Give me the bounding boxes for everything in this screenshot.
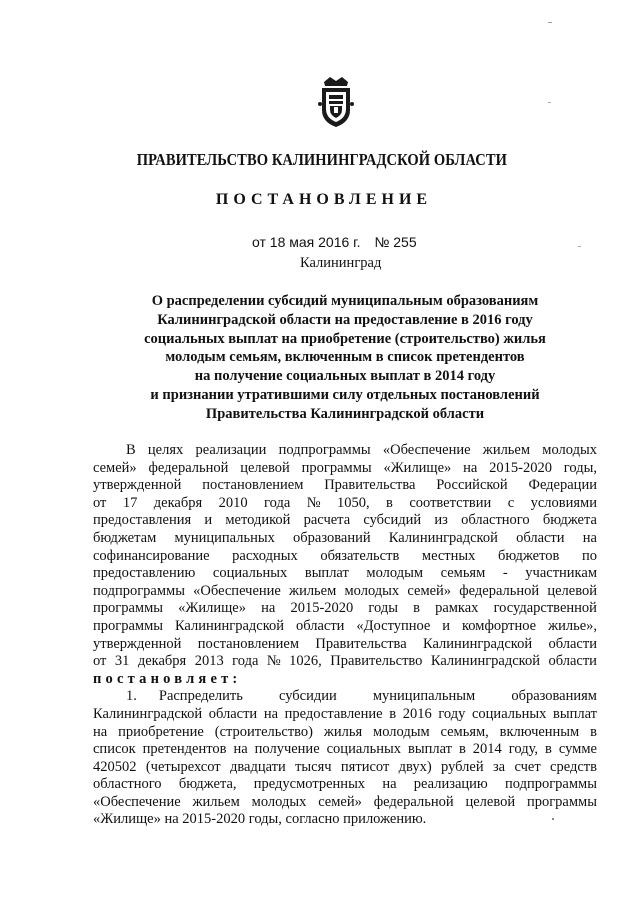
scan-speck (548, 22, 552, 23)
word: области (548, 653, 597, 670)
body-line (93, 442, 597, 460)
body-line (93, 512, 597, 530)
word: «Жилище» (383, 459, 452, 476)
item-1-line (159, 688, 597, 706)
word: Калининградской (93, 705, 203, 722)
word: условиями (530, 494, 597, 511)
date-month: мая (289, 234, 315, 250)
title-line: на получение социальных выплат в 2014 году (194, 368, 496, 385)
word: «Жилище» (178, 600, 246, 617)
word: образованиям (511, 688, 597, 705)
word: жильем (482, 442, 531, 458)
word: 2016 (402, 705, 432, 722)
word: году (438, 705, 466, 722)
resolves-line (93, 671, 597, 689)
word: реализацию (413, 776, 488, 793)
title-line: социальных выплат на приобретение (строительство) жилья (144, 330, 546, 347)
word: 1050, (336, 494, 370, 511)
word: 2015-2020 (290, 600, 354, 617)
word: жилье», (548, 617, 597, 634)
city: Калининград (300, 255, 382, 271)
word: семей» (93, 459, 137, 476)
word: выплат (304, 565, 349, 582)
word: годы (368, 600, 398, 617)
word: программы (93, 617, 163, 634)
body-line (93, 600, 597, 618)
word: подпрограммы (93, 582, 185, 599)
word: «Обеспечение (93, 793, 181, 810)
word: включенным (499, 723, 580, 740)
word: социальных (471, 705, 547, 722)
word: молодых (344, 582, 400, 599)
body-line (93, 653, 597, 671)
word: расходных (232, 547, 298, 564)
document-type: ПОСТАНОВЛЕНИЕ (215, 191, 433, 208)
word: семьям, (440, 723, 489, 740)
word: № (306, 494, 321, 511)
body-line (93, 460, 597, 478)
word: Калининградской (174, 617, 285, 634)
document-number: № 255 (374, 234, 417, 250)
word: из (434, 512, 448, 529)
scan-speck (548, 102, 551, 103)
word: на (263, 705, 279, 722)
item-1-line (93, 706, 597, 724)
word: семей» (407, 582, 452, 599)
word: тысяч (295, 758, 332, 775)
title-line: и признании утратившими силу отдельных постановлений (150, 386, 540, 403)
word: № (266, 653, 281, 670)
word: постановлением (202, 477, 304, 494)
word: в (413, 600, 420, 617)
word: методикой (225, 512, 291, 529)
word: 17 (122, 494, 138, 511)
word: области (295, 617, 345, 634)
word: получение (254, 741, 320, 758)
word: программы (301, 459, 372, 476)
word: Калининградской (423, 635, 533, 652)
word: года (232, 653, 259, 670)
item-number: 1. (126, 688, 137, 705)
item-1-line (93, 794, 597, 812)
word: на (463, 459, 478, 476)
word: комфортное (462, 617, 537, 634)
word: социальных (212, 565, 288, 582)
scan-speck (578, 246, 581, 247)
word: федеральной (373, 793, 454, 810)
word: целевой (240, 459, 290, 476)
word: молодых (542, 442, 597, 458)
word: двух) (398, 758, 432, 775)
word: соответствии (409, 494, 492, 511)
word: образований (293, 529, 371, 546)
word: подпрограммы (278, 442, 371, 458)
word: средств (550, 758, 597, 775)
word: программы (93, 600, 163, 617)
word: в (386, 494, 393, 511)
word: Правительства (315, 635, 407, 652)
word: 1026, (289, 653, 322, 670)
word: семьям (440, 565, 486, 582)
word: предоставление (284, 705, 383, 722)
word: на (93, 723, 108, 740)
word: года (264, 494, 291, 511)
word: в (458, 741, 466, 758)
word: муниципальным (372, 688, 476, 705)
word: годы, (563, 459, 597, 476)
word: утвержденной (93, 477, 182, 494)
body-line (93, 495, 597, 513)
word: (четырехсот (145, 758, 221, 775)
word: (строительство) (214, 723, 313, 740)
body-line (93, 583, 597, 601)
date-year: 2016 г. (318, 234, 361, 250)
word: пятисот (340, 758, 390, 775)
word: сумме (558, 741, 597, 758)
word: молодых (251, 793, 307, 810)
word: по (581, 547, 597, 564)
word: областного (461, 512, 530, 529)
item-1-first-line (93, 688, 597, 706)
word: целевой (547, 582, 597, 599)
word: В (126, 442, 136, 458)
body-line (93, 618, 597, 636)
word: софинансирование (93, 547, 210, 564)
word: субсидии (278, 688, 337, 705)
word: субсидий (363, 512, 422, 529)
word: бюджета, (178, 776, 237, 793)
word: участникам (525, 565, 597, 582)
word: - (502, 565, 508, 582)
word: 2010 (218, 494, 248, 511)
word: и (442, 617, 451, 634)
document-title (110, 292, 580, 424)
word: от (93, 494, 107, 511)
word: бюджетам (93, 529, 157, 546)
word: рублей (441, 758, 484, 775)
word: постановлением (197, 635, 300, 652)
word: реализации (195, 442, 267, 458)
word: выплат (407, 741, 452, 758)
word: приобретение (118, 723, 204, 740)
word: Правительства (324, 477, 416, 494)
word: «Обеспечение (193, 582, 281, 599)
word: 2015-2020 (489, 459, 552, 476)
word: с (507, 494, 515, 511)
item-1-line (93, 741, 597, 759)
word: местных (421, 547, 476, 564)
date-day: 18 (269, 234, 286, 250)
word: утвержденной (93, 635, 182, 652)
word: Федерации (528, 477, 597, 494)
body-line (93, 565, 597, 583)
word: обязательств (320, 547, 400, 564)
word: расчета (303, 512, 351, 529)
word: на (261, 600, 276, 617)
scan-speck (552, 818, 554, 820)
item-1-line (93, 776, 597, 794)
word: жильем (289, 582, 337, 599)
document-body (93, 442, 597, 829)
word: жильем (192, 793, 240, 810)
word: Калининградской (430, 653, 540, 670)
word: 2013 (194, 653, 224, 670)
word: молодым (366, 565, 424, 582)
title-line: молодым семьям, включенным в список претендентов (165, 349, 525, 366)
word: Правительство (330, 653, 423, 670)
word: федеральной (148, 459, 229, 476)
word: рамках (435, 600, 479, 617)
word: молодым (373, 723, 430, 740)
word: целях (147, 442, 184, 458)
item-1-line (93, 724, 597, 742)
word: от (93, 653, 107, 670)
word: областного (93, 776, 162, 793)
word: бюджетов (497, 547, 560, 564)
word: социальных (326, 741, 401, 758)
word: декабря (137, 653, 187, 670)
word: области (516, 529, 565, 546)
word: предоставлению (93, 565, 196, 582)
title-line: О распределении субсидий муниципальным образованиям (151, 293, 539, 309)
date-line (252, 234, 417, 250)
title-line: Калининградской области на предоставление в 2016 году (157, 311, 533, 328)
word: в (590, 723, 597, 740)
word: на (233, 741, 248, 758)
word: жилья (323, 723, 363, 740)
body-line (93, 530, 597, 548)
word: список (93, 741, 136, 758)
word: и (204, 512, 213, 529)
word: области (548, 635, 597, 652)
word: целевой (465, 793, 516, 810)
word: муниципальных (174, 529, 275, 546)
word: области (208, 705, 258, 722)
word: счет (514, 758, 541, 775)
body-line (93, 636, 597, 654)
word: «Обеспечение (382, 442, 471, 458)
word: 420502 (93, 758, 137, 775)
word: федеральной (459, 582, 540, 599)
word: семей» (318, 793, 362, 810)
word: декабря (153, 494, 203, 511)
government-name: ПРАВИТЕЛЬСТВО КАЛИНИНГРАДСКОЙ ОБЛАСТИ (136, 150, 508, 169)
word: в (389, 705, 397, 722)
word: программы (526, 793, 597, 810)
word: двадцати (229, 758, 286, 775)
word: подпрограммы (505, 776, 597, 793)
body-line (93, 548, 597, 566)
coat-of-arms-icon (316, 76, 356, 128)
word: предусмотренных (253, 776, 366, 793)
word: предоставления (93, 512, 192, 529)
resolves-word: постановляет: (93, 670, 242, 687)
word: 31 (114, 653, 130, 670)
word: бюджета (542, 512, 597, 529)
word: выплат (552, 705, 597, 722)
body-line (93, 477, 597, 495)
word: за (492, 758, 506, 775)
word: государственной (493, 600, 597, 617)
item-1-line: «Жилище» на 2015-2020 годы, согласно приложению. (93, 811, 427, 828)
word: в (545, 741, 552, 758)
date-prefix: от (252, 234, 266, 250)
title-line: Правительства Калининградской области (205, 405, 485, 422)
word: на (582, 529, 597, 546)
item-1-line (93, 759, 597, 777)
word: 2014 (472, 741, 502, 758)
word: Распределить (158, 688, 243, 705)
word: «Доступное (356, 617, 431, 634)
word: Российской (436, 477, 508, 494)
word: на (382, 776, 397, 793)
word: претендентов (142, 741, 227, 758)
word: Калининградской (388, 529, 498, 546)
word: году, (508, 741, 539, 758)
